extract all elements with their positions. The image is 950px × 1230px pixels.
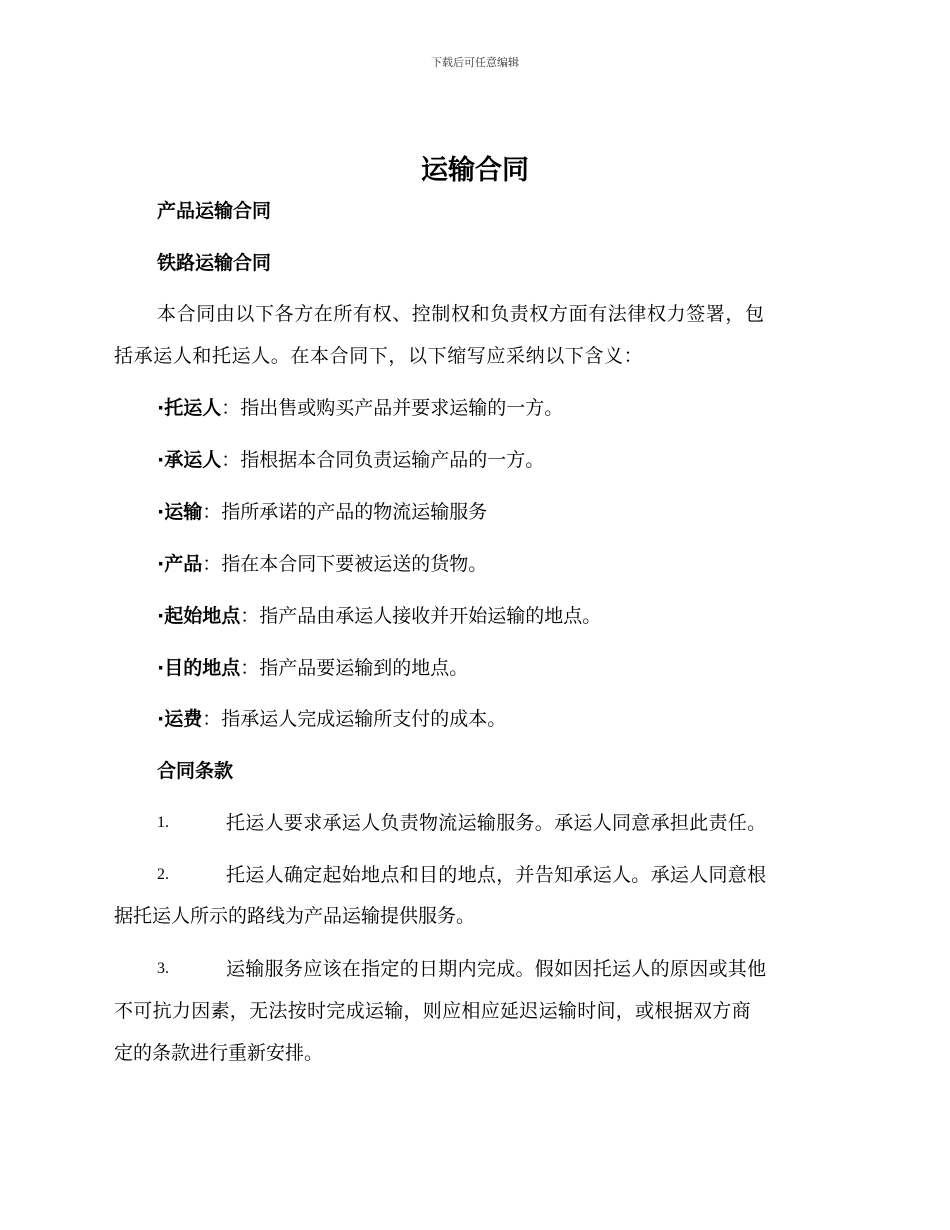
page-header-note: 下载后可任意编辑: [431, 56, 519, 69]
definition-term: 起始地点: [164, 605, 241, 627]
definition-term: 承运人: [164, 449, 222, 471]
definition-term: 运费: [164, 708, 203, 730]
definition-text: 指在本合同下要被运送的货物。: [221, 553, 488, 575]
clause-number: 3.: [157, 960, 169, 977]
definition-separator: ：: [202, 553, 222, 575]
definition-item: [157, 395, 563, 421]
clause-text-continued: 定的条款进行重新安排。: [114, 1042, 324, 1064]
definition-text: 指产品由承运人接收并开始运输的地点。: [259, 605, 602, 627]
definition-item: [157, 551, 487, 577]
bullet: ·: [157, 397, 165, 419]
intro-paragraph-line2: 括承运人和托运人。在本合同下，以下缩写应采纳以下含义：: [114, 345, 644, 367]
clause-number: 2.: [157, 866, 169, 883]
definition-separator: ：: [202, 708, 222, 730]
bullet: ·: [157, 708, 165, 730]
document-title: 运输合同: [421, 155, 529, 186]
clause-text-continued: 不可抗力因素，无法按时完成运输，则应相应延迟运输时间，或根据双方商: [114, 1000, 751, 1022]
definition-item: [157, 499, 487, 525]
definition-text: 指所承诺的产品的物流运输服务: [221, 501, 488, 523]
definition-term: 目的地点: [164, 657, 241, 679]
clause-number: 1.: [157, 814, 169, 831]
definition-term: 产品: [164, 553, 203, 575]
definition-separator: ：: [240, 605, 260, 627]
definition-text: 指承运人完成运输所支付的成本。: [221, 708, 507, 730]
definition-item: [157, 655, 468, 681]
definition-text: 指根据本合同负责运输产品的一方。: [240, 449, 545, 471]
clause-text: 托运人要求承运人负责物流运输服务。承运人同意承担此责任。: [226, 812, 767, 834]
clause-text: 运输服务应该在指定的日期内完成。假如因托运人的原因或其他: [226, 958, 767, 980]
heading-contract-terms: 合同条款: [157, 760, 234, 782]
clause-text: 托运人确定起始地点和目的地点，并告知承运人。承运人同意根: [226, 864, 767, 886]
bullet: ·: [157, 553, 165, 575]
definition-term: 托运人: [164, 397, 222, 419]
bullet: ·: [157, 605, 165, 627]
definition-term: 运输: [164, 501, 203, 523]
heading-rail-contract: 铁路运输合同: [157, 252, 272, 274]
intro-paragraph-line1: 本合同由以下各方在所有权、控制权和负责权方面有法律权力签署，包: [157, 303, 765, 325]
bullet: ·: [157, 657, 165, 679]
definition-separator: ：: [221, 449, 241, 471]
definition-separator: ：: [221, 397, 241, 419]
definition-text: 指产品要运输到的地点。: [259, 657, 469, 679]
heading-product-contract: 产品运输合同: [157, 200, 272, 222]
definition-item: [157, 706, 506, 732]
definition-item: [157, 447, 544, 473]
bullet: ·: [157, 501, 165, 523]
bullet: ·: [157, 449, 165, 471]
definition-text: 指出售或购买产品并要求运输的一方。: [240, 397, 564, 419]
definition-separator: ：: [240, 657, 260, 679]
definition-separator: ：: [202, 501, 222, 523]
definition-item: [157, 603, 601, 629]
clause-text-continued: 据托运人所示的路线为产品运输提供服务。: [114, 905, 476, 927]
